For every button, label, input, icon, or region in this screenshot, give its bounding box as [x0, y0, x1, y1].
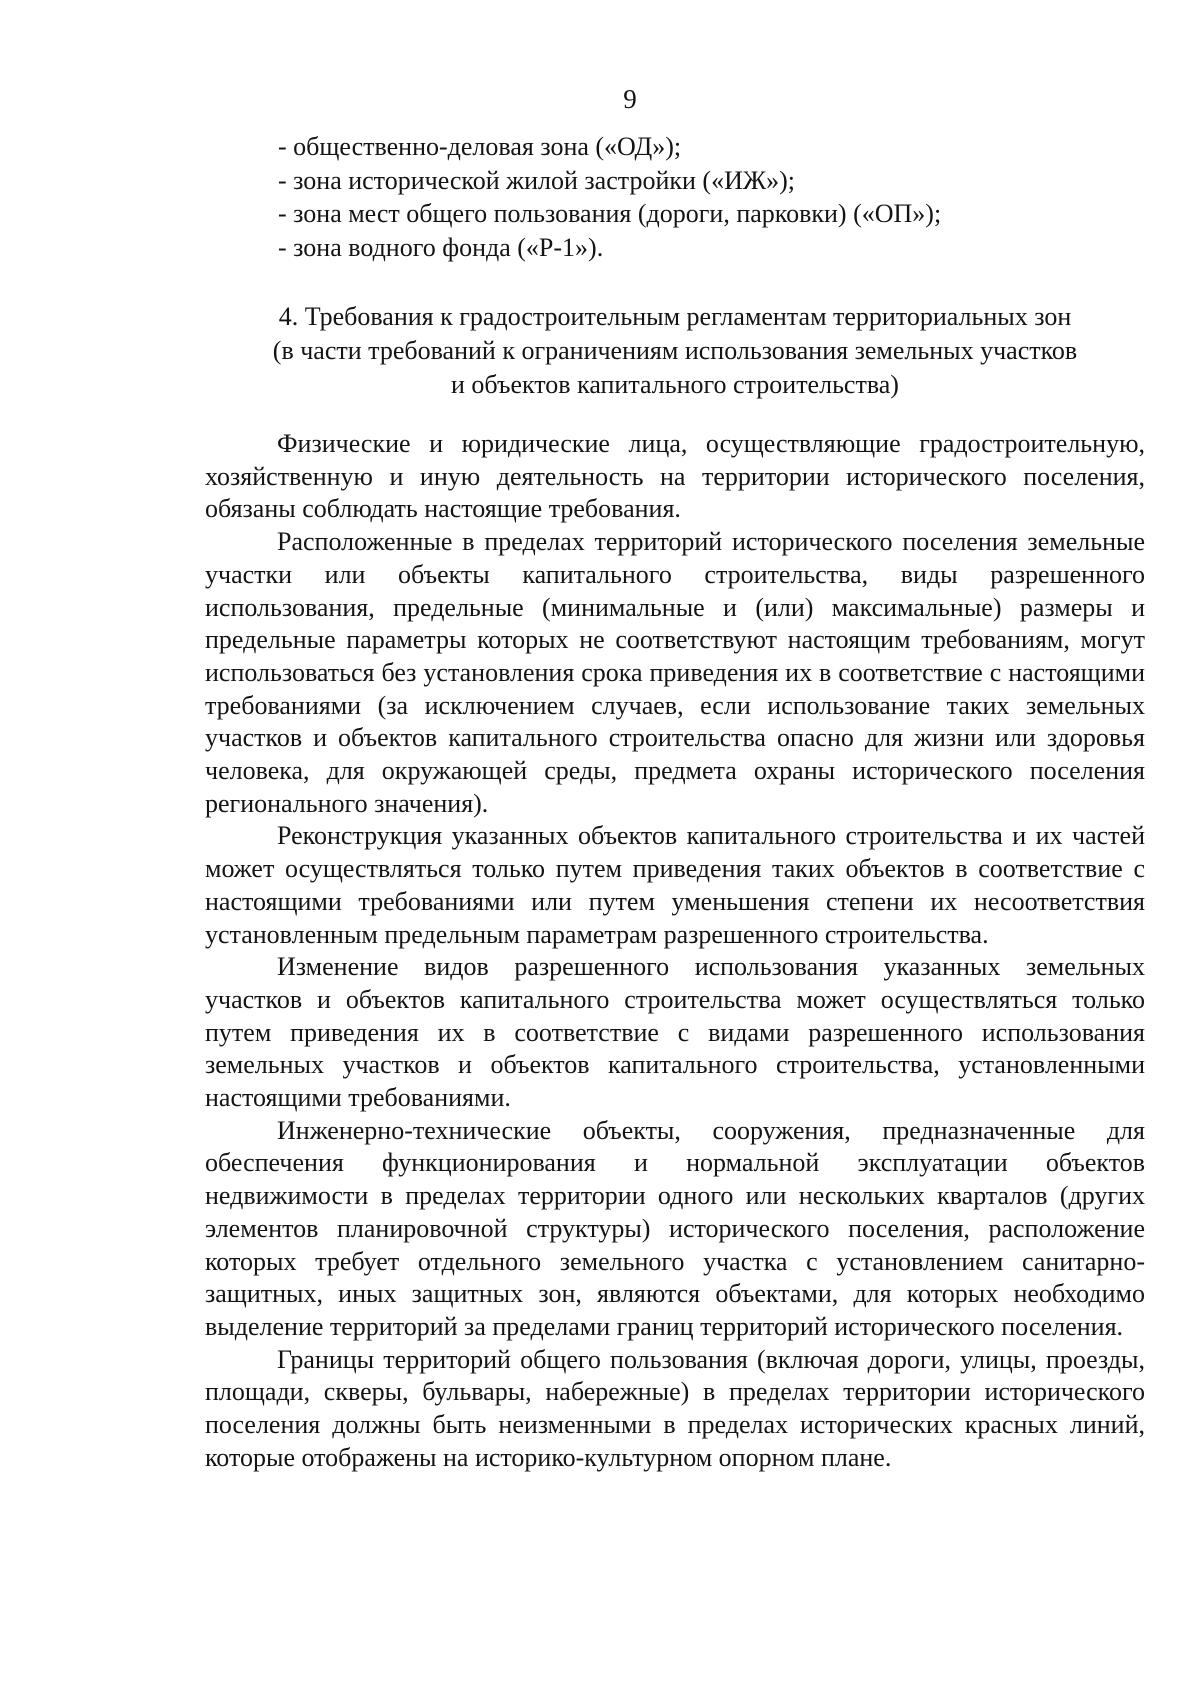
body-paragraph: Расположенные в пределах территорий исторического поселения земельные участки или объекты капитального строительства, виды разрешенного использования, предельные (минимальные и (или) максимальные) размеры и предельные параметры которых не соответствуют настоящим требованиям, могут использоваться без установления срока приведения их в соответствие с настоящими требованиями (за исключением случаев, если использование таких земельных участков и объектов капитального строительства опасно для жизни или здоровья человека, для окружающей среды, предмета охраны исторического поселения регионального значения). [205, 527, 1145, 818]
body-paragraph: Физические и юридические лица, осуществляющие градостроительную, хозяйственную и иную деятельность на территории исторического поселения, обязаны соблюдать настоящие требования. [205, 429, 1145, 524]
zone-list [278, 130, 1138, 264]
zone-list-item: - зона водного фонда («Р-1»). [278, 232, 604, 262]
zone-list-item: - общественно-деловая зона («ОД»); [278, 132, 682, 161]
section-heading-line: и объектов капитального строительства) [451, 370, 899, 399]
zone-list-item: - зона исторической жилой застройки («ИЖ»); [278, 165, 796, 195]
page-number: 9 [623, 84, 637, 114]
body-paragraph: Реконструкция указанных объектов капитального строительства и их частей может осуществляться только путем приведения таких объектов в соответствие с настоящими требованиями или путем уменьшения степени их несоответствия установленным предельным параметрам разрешенного строительства. [205, 821, 1145, 949]
body-paragraph: Изменение видов разрешенного использования указанных земельных участков и объектов капитального строительства может осуществляться только путем приведения их в соответствие с видами разрешенного использования земельных участков и объектов капитального строительства, установленными настоящими требованиями. [205, 952, 1145, 1113]
section-body [205, 428, 1145, 1475]
zone-list-item: - зона мест общего пользования (дороги, парковки) («ОП»); [278, 199, 942, 228]
section-heading-line: (в части требований к ограничениям использования земельных участков [272, 336, 1078, 365]
section-heading [205, 300, 1145, 402]
body-paragraph: Границы территорий общего пользования (включая дороги, улицы, проезды, площади, скверы, бульвары, набережные) в пределах территории исторического поселения должны быть неизменными в пределах исторических красных линий, которые отображены на историко-культурном опорном плане. [205, 1344, 1145, 1472]
body-paragraph: Инженерно-технические объекты, сооружения, предназначенные для обеспечения функционирования и нормальной эксплуатации объектов недвижимости в пределах территории одного или нескольких кварталов (других элементов планировочной структуры) исторического поселения, расположение которых требует отдельного земельного участка с установлением санитарно-защитных, иных защитных зон, являются объектами, для которых необходимо выделение территорий за пределами границ территорий исторического поселения. [205, 1115, 1145, 1341]
section-heading-line: 4. Требования к градостроительным регламентам территориальных зон [278, 302, 1072, 331]
